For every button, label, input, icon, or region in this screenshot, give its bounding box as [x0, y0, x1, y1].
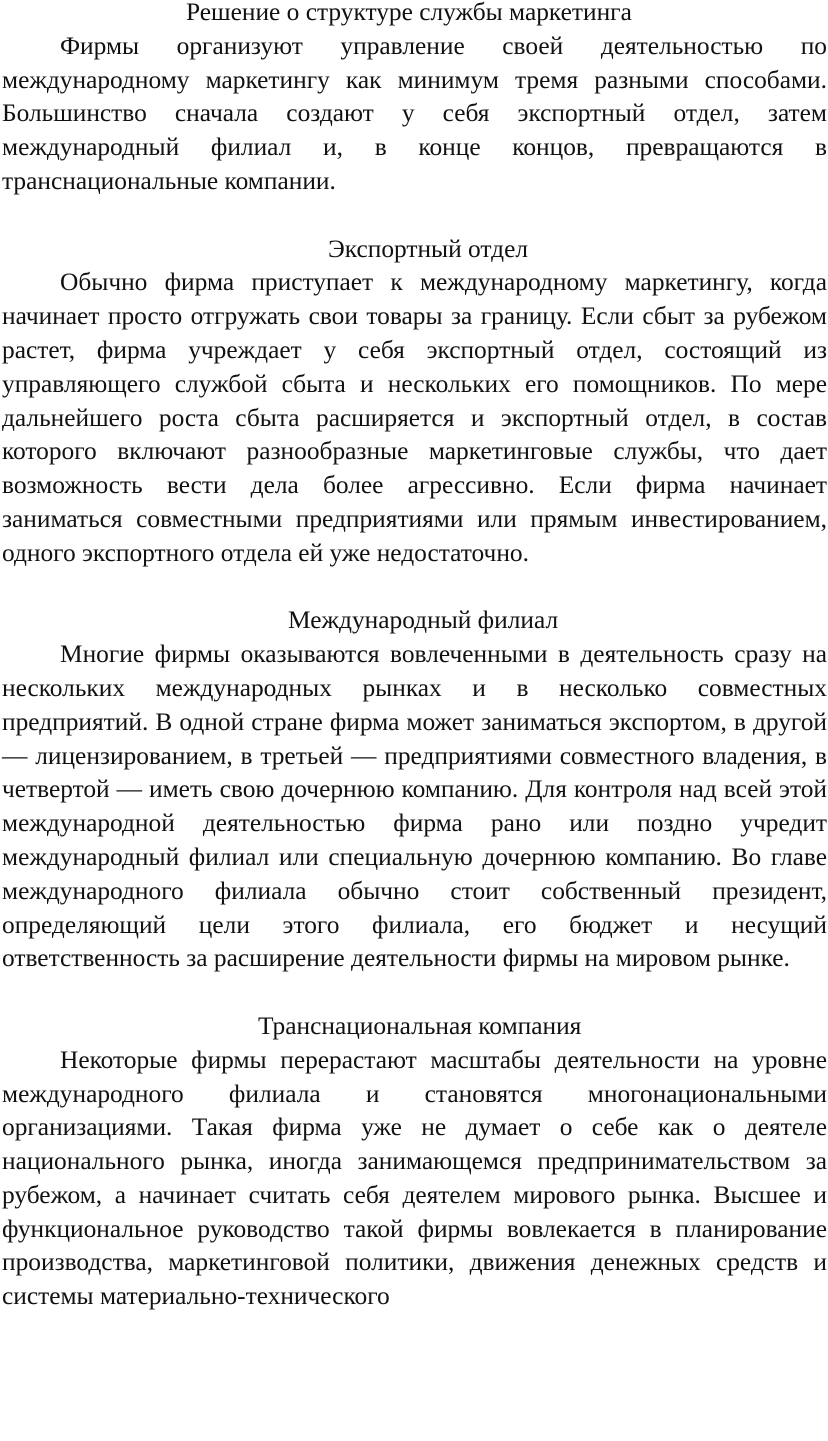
- section-heading-export-department: Экспортный отдел: [328, 234, 529, 263]
- document-page: [2, 0, 827, 1314]
- section-spacer: [2, 199, 827, 233]
- document-title: Решение о структуре службы маркетинга: [186, 0, 632, 26]
- section-paragraph-transnational-company: Некоторые фирмы перерастают масштабы деятельности на уровне международного филиала и становятся многонациональными организациями. Такая фирма уже не думает о себе как о деятеле национального рынка, иногда занимающемся предпринимательством за рубежом, а начинает считать себя деятелем мирового рынка. Высшее и функциональное руководство такой фирмы вовлекается в планирование производства, маркетинговой политики, движения денежных средств и системы материально-технического: [2, 1045, 827, 1311]
- section-paragraph-international-branch: Многие фирмы оказываются вовлеченными в деятельность сразу на нескольких международных рынках и в несколько совместных предприятий. В одной стране фирма может заниматься экспортом, в другой — лицензированием, в третьей — предприятиями совместного владения, в четвертой — иметь свою дочернюю компанию. Для контроля над всей этой международной деятельностью фирма рано или поздно учредит международный филиал или специальную дочернюю компанию. Во главе международного филиала обычно стоит собственный президент, определяющий цели этого филиала, его бюджет и несущий ответственность за расширение деятельности фирмы на мировом рынке.: [2, 640, 827, 973]
- section-heading-transnational-company: Транснациональная компания: [258, 1011, 582, 1040]
- section-spacer: [2, 976, 827, 1010]
- section-spacer: [2, 571, 827, 605]
- section-heading-international-branch: Международный филиал: [288, 606, 559, 635]
- section-paragraph-export-department: Обычно фирма приступает к международному маркетингу, когда начинает просто отгружать свои товары за границу. Если сбыт за рубежом растет, фирма учреждает у себя экспортный отдел, состоящий из управляющего службой сбыта и нескольких его помощников. По мере дальнейшего роста сбыта расширяется и экспортный отдел, в состав которого включают разнообразные маркетинговые службы, что дает возможность вести дела более агрессивно. Если фирма начинает заниматься совместными предприятиями или прямым инвестированием, одного экспортного отдела ей уже недостаточно.: [2, 268, 827, 567]
- intro-paragraph: Фирмы организуют управление своей деятельностью по международному маркетингу как минимум тремя разными способами. Большинство сначала создают у себя экспортный отдел, затем международный филиал и, в конце концов, превращаются в транснациональные компании.: [2, 31, 827, 195]
